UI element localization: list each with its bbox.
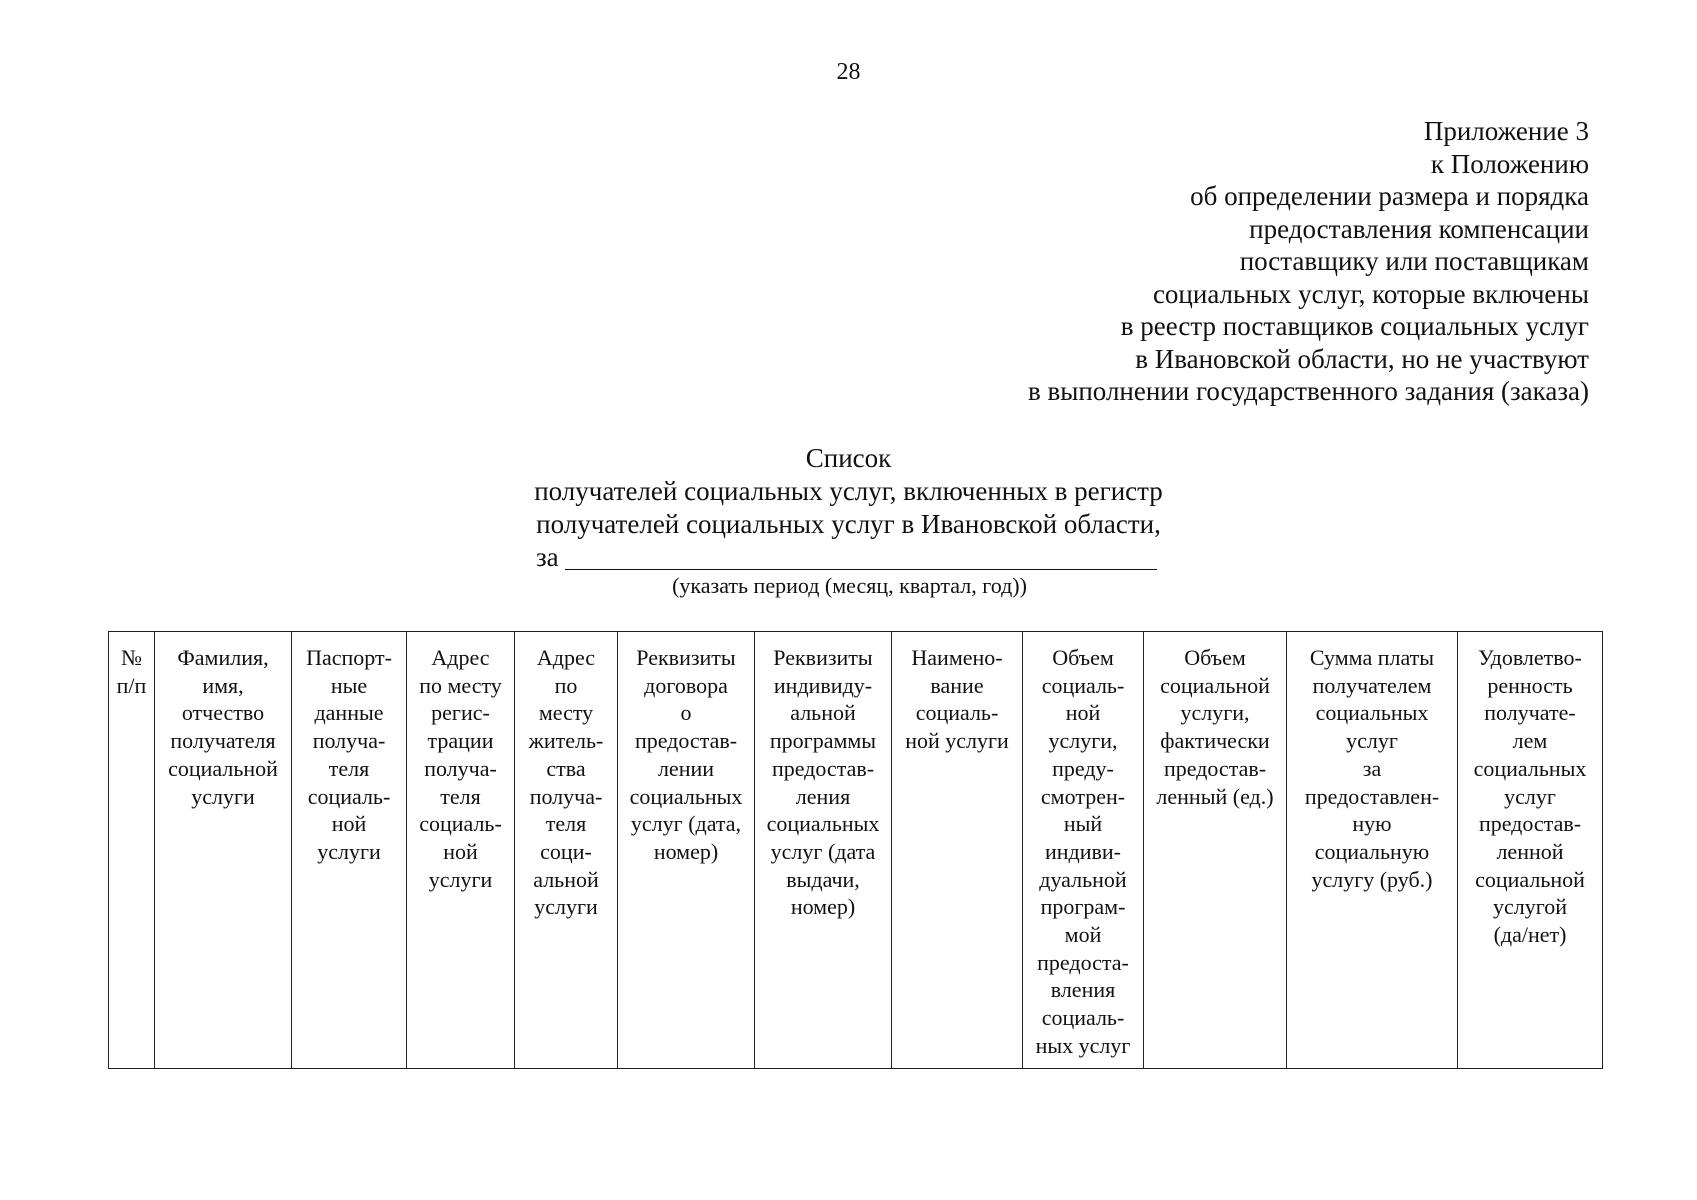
period-field (536, 541, 1157, 574)
column-header-satisfaction: Удовлетво- ренность получате- лем социальных услуг предостав- ленной социальной услугой (да/нет) (1458, 632, 1603, 1069)
recipients-table (108, 631, 1603, 1069)
column-header-actual-volume: Объем социальной услуги, фактически предостав- ленный (ед.) (1144, 632, 1287, 1069)
period-blank-line[interactable] (565, 541, 1157, 570)
appendix-line: Приложение 3 (1423, 116, 1589, 146)
title-line: получателей социальных услуг, включенных в регистр (534, 476, 1163, 506)
column-header-program-details: Реквизиты индивиду- альной программы предостав- ления социальных услуг (дата выдачи, номер) (755, 632, 892, 1069)
column-header-passport: Паспорт- ные данные получа- теля социаль- ной услуги (292, 632, 407, 1069)
column-header-registration-address: Адрес по месту регис- трации получа- теля социаль- ной услуги (407, 632, 515, 1069)
appendix-line: в выполнении государственного задания (заказа) (1027, 376, 1589, 406)
table-header-row (109, 632, 1603, 1069)
page-number: 28 (836, 59, 861, 85)
period-hint-text: (указать период (месяц, квартал, год)) (672, 573, 1027, 598)
column-header-full-name: Фамилия, имя, отчество получателя социальной услуги (155, 632, 292, 1069)
appendix-line: предоставления компенсации (1249, 213, 1589, 244)
column-header-payment-sum: Сумма платы получателем социальных услуг за предоставлен- ную социальную услугу (руб.) (1287, 632, 1458, 1069)
column-header-number: № п/п (109, 632, 155, 1069)
period-prefix: за (536, 542, 559, 572)
column-header-residence-address: Адрес по месту житель- ства получа- теля соци- альной услуги (515, 632, 618, 1069)
appendix-reference (869, 115, 1589, 408)
column-header-service-name: Наимено- вание социаль- ной услуги (892, 632, 1023, 1069)
appendix-line: поставщику или поставщикам (1239, 246, 1589, 276)
title-line: получателей социальных услуг в Ивановской области, (536, 509, 1161, 539)
title-line: Список (805, 443, 892, 473)
column-header-contract-details: Реквизиты договора о предостав- лении социальных услуг (дата, номер) (618, 632, 755, 1069)
appendix-line: социальных услуг, которые включены (1152, 278, 1589, 309)
column-header-planned-volume: Объем социаль- ной услуги, преду- смотрен- ный индиви- дуальной програм- мой предоста- вления социаль- ных услуг (1023, 632, 1144, 1069)
appendix-line: в реестр поставщиков социальных услуг (1120, 311, 1589, 341)
period-hint (0, 572, 1697, 600)
appendix-line: в Ивановской области, но не участвуют (1135, 343, 1589, 374)
document-title (0, 442, 1697, 541)
appendix-line: к Положению (1430, 148, 1589, 179)
appendix-line: об определении размера и порядка (1190, 181, 1589, 211)
